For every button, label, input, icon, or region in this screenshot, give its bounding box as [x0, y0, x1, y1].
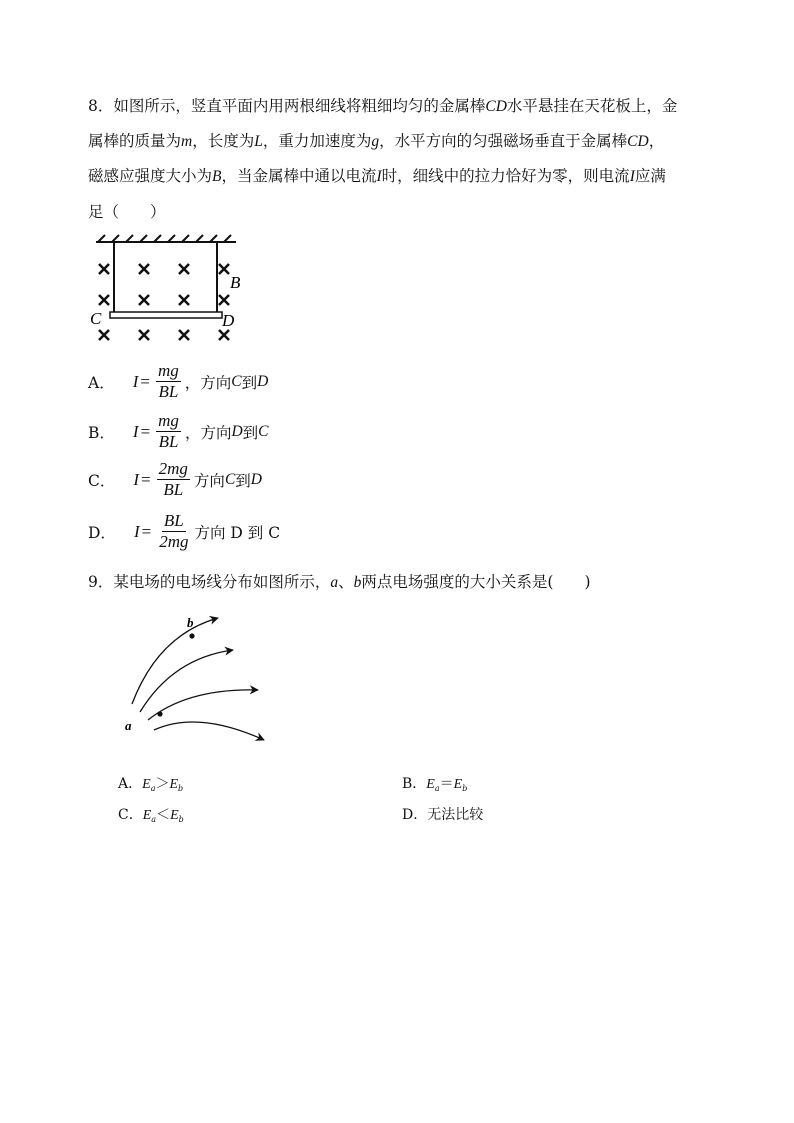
q9-option-b[interactable]: B．$E_a=E_b$ [402, 776, 468, 793]
direction-from: C [224, 470, 236, 488]
direction-from: D [231, 422, 243, 440]
direction-text: ，方向 [184, 373, 232, 392]
direction-to: D [257, 372, 269, 390]
direction-text: 方向 D 到 C [194, 523, 281, 542]
ceiling-hatch [98, 235, 231, 242]
label-b-point: b [187, 615, 194, 630]
fraction-denominator: 2mg [159, 532, 189, 551]
field-line-4 [154, 722, 264, 740]
q9-stem: 9．某电场的电场线分布如图所示，a、b两点电场强度的大小关系是( ) [88, 573, 591, 591]
metal-rod-cd [110, 312, 222, 318]
direction-mid: 到 [241, 373, 258, 392]
q8-line-3: 磁感应强度大小为B，当金属棒中通以电流I时，细线中的拉力恰好为零，则电流I应满 [88, 167, 666, 185]
point-a [157, 711, 162, 716]
direction-mid: 到 [235, 471, 251, 490]
q8-option-c[interactable] [88, 460, 262, 499]
q8-line-4: 足（ ） [88, 203, 166, 221]
q8-figure [92, 234, 252, 344]
option-letter: C． [88, 471, 116, 490]
q9-figure [118, 610, 278, 745]
label-c: C [90, 309, 102, 328]
fraction-denominator: BL [158, 382, 179, 401]
point-b [189, 633, 194, 638]
equals-sign: = [141, 469, 151, 489]
field-line-2 [140, 650, 233, 712]
q9-option-c[interactable]: C．$E_a<E_b$ [118, 807, 184, 824]
q9-option-d[interactable]: D．无法比较 [402, 807, 484, 823]
fraction [157, 460, 190, 499]
current-symbol: I [133, 469, 140, 489]
field-line-1 [132, 618, 218, 704]
direction-to: D [250, 470, 262, 488]
fraction [157, 512, 190, 551]
option-letter: D． [88, 523, 116, 542]
q8-line-1: 8．如图所示，竖直平面内用两根细线将粗细均匀的金属棒CD水平悬挂在天花板上，金 [88, 97, 678, 115]
q8-option-b[interactable] [88, 412, 269, 451]
fraction-numerator: BL [163, 511, 184, 530]
equals-sign: = [141, 521, 152, 541]
label-b: B [230, 273, 241, 292]
current-symbol: I [133, 521, 140, 541]
q8-option-a[interactable] [88, 362, 268, 401]
option-letter: B． [88, 423, 115, 442]
direction-from: C [231, 372, 242, 390]
fraction-numerator: 2mg [158, 459, 188, 478]
equals-sign: = [140, 371, 150, 391]
q8-option-d[interactable] [88, 512, 280, 551]
q8-line-2: 属棒的质量为m，长度为L，重力加速度为g，水平方向的匀强磁场垂直于金属棒CD， [88, 132, 665, 150]
fraction [156, 412, 181, 451]
fraction-denominator: BL [158, 432, 179, 451]
fraction-numerator: mg [157, 361, 179, 380]
q9-option-a[interactable]: A．$E_a>E_b$ [118, 776, 184, 793]
fraction-denominator: BL [163, 480, 184, 499]
option-letter: A． [88, 373, 115, 392]
fraction [156, 362, 181, 401]
fraction-numerator: mg [158, 411, 179, 430]
current-symbol: I [132, 371, 139, 391]
direction-mid: 到 [242, 423, 259, 442]
equals-sign: = [140, 421, 151, 441]
field-line-3 [148, 690, 258, 720]
magnetic-field-crosses [99, 264, 229, 340]
label-d: D [222, 311, 235, 330]
current-symbol: I [132, 421, 139, 441]
direction-to: C [258, 422, 269, 440]
direction-text: 方向 [193, 471, 225, 490]
direction-text: ，方向 [184, 423, 232, 442]
label-a-point: a [125, 718, 132, 733]
